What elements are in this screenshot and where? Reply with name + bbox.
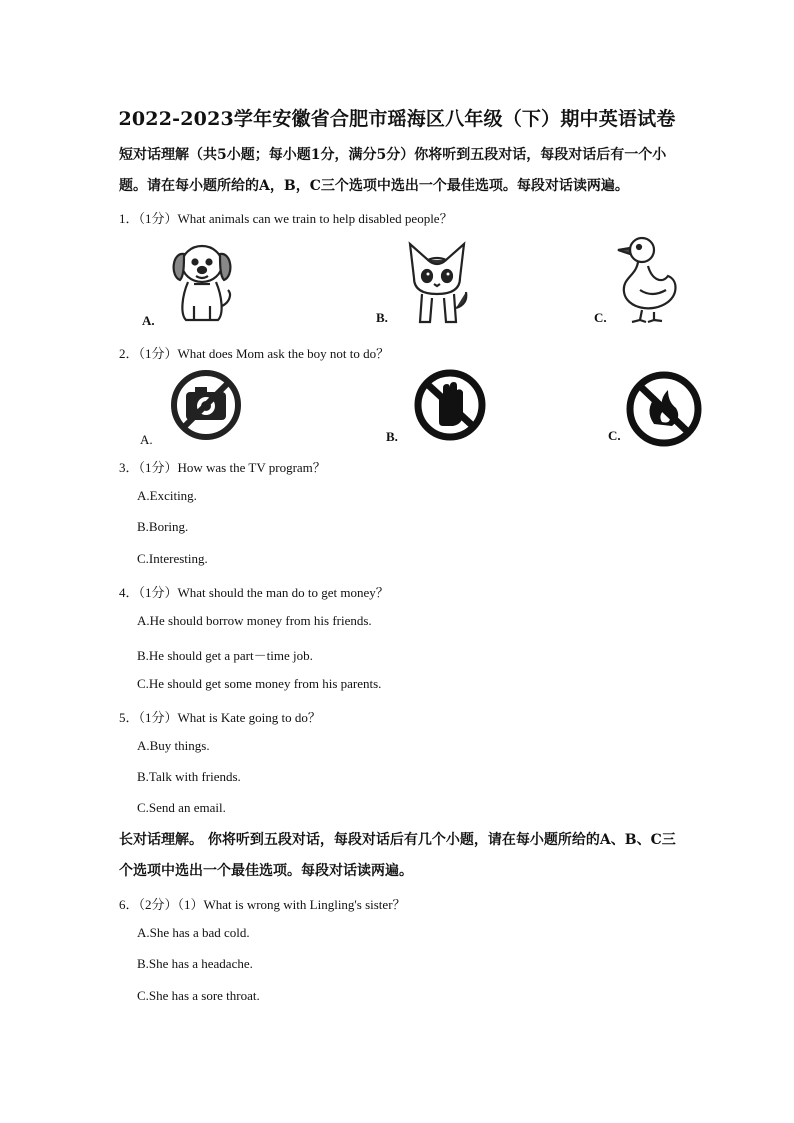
question-4: 4．（1分）What should the man do to get money？ <box>119 585 389 600</box>
dog-icon <box>166 236 238 326</box>
q6-option-b: B.She has a headache. <box>137 956 253 971</box>
question-1: 1．（1分）What animals can we train to help disabled people？ <box>119 211 453 226</box>
q4-option-c: C.He should get some money from his parents. <box>137 676 382 691</box>
q4-option-b: B.He should get a part－time job. <box>137 648 313 663</box>
q5-option-c: C.Send an email. <box>137 800 226 815</box>
question-6: 6．（2分）（1）What is wrong with Lingling's sister？ <box>119 897 406 912</box>
q5-option-a: A.Buy things. <box>137 738 210 753</box>
q2-option-c-label: C. <box>608 428 621 443</box>
no-camera-icon <box>169 368 243 442</box>
q3-option-a: A.Exciting. <box>137 488 197 503</box>
q4-option-a: A.He should borrow money from his friends. <box>137 613 372 628</box>
q1-option-c-label: C. <box>594 310 607 325</box>
q2-option-b-label: B. <box>386 429 398 444</box>
question-3: 3．（1分）How was the TV program？ <box>119 460 326 475</box>
cat-icon <box>402 238 472 326</box>
q3-option-b: B.Boring. <box>137 519 189 534</box>
question-2: 2．（1分）What does Mom ask the boy not to do？ <box>119 346 390 361</box>
section-long-dialogue-heading: 长对话理解。 你将听到五段对话，每段对话后有几个小题，请在每小题所给的A、B、C三个选项中选出一个最佳选项。每段对话读两遍。 <box>119 832 676 879</box>
question-5: 5．（1分）What is Kate going to do？ <box>119 710 321 725</box>
q6-option-c: C.She has a sore throat. <box>137 988 260 1003</box>
no-fire-icon <box>624 370 704 448</box>
q2-option-a-label: A. <box>140 432 153 447</box>
q3-option-c: C.Interesting. <box>137 551 208 566</box>
q6-option-a: A.She has a bad cold. <box>137 925 250 940</box>
q1-option-a-label: A. <box>142 313 155 328</box>
duck-icon <box>612 232 682 324</box>
q1-option-b-label: B. <box>376 310 388 325</box>
q5-option-b: B.Talk with friends. <box>137 769 241 784</box>
section-short-dialogue-heading: 短对话理解（共5小题；每小题1分，满分5分）你将听到五段对话，每段对话后有一个小题。请在每小题所给的A，B，C三个选项中选出一个最佳选项。每段对话读两遍。 <box>119 147 667 194</box>
page-title: 2022-2023学年安徽省合肥市瑶海区八年级（下）期中英语试卷 <box>118 108 676 130</box>
no-touch-icon <box>413 368 487 442</box>
